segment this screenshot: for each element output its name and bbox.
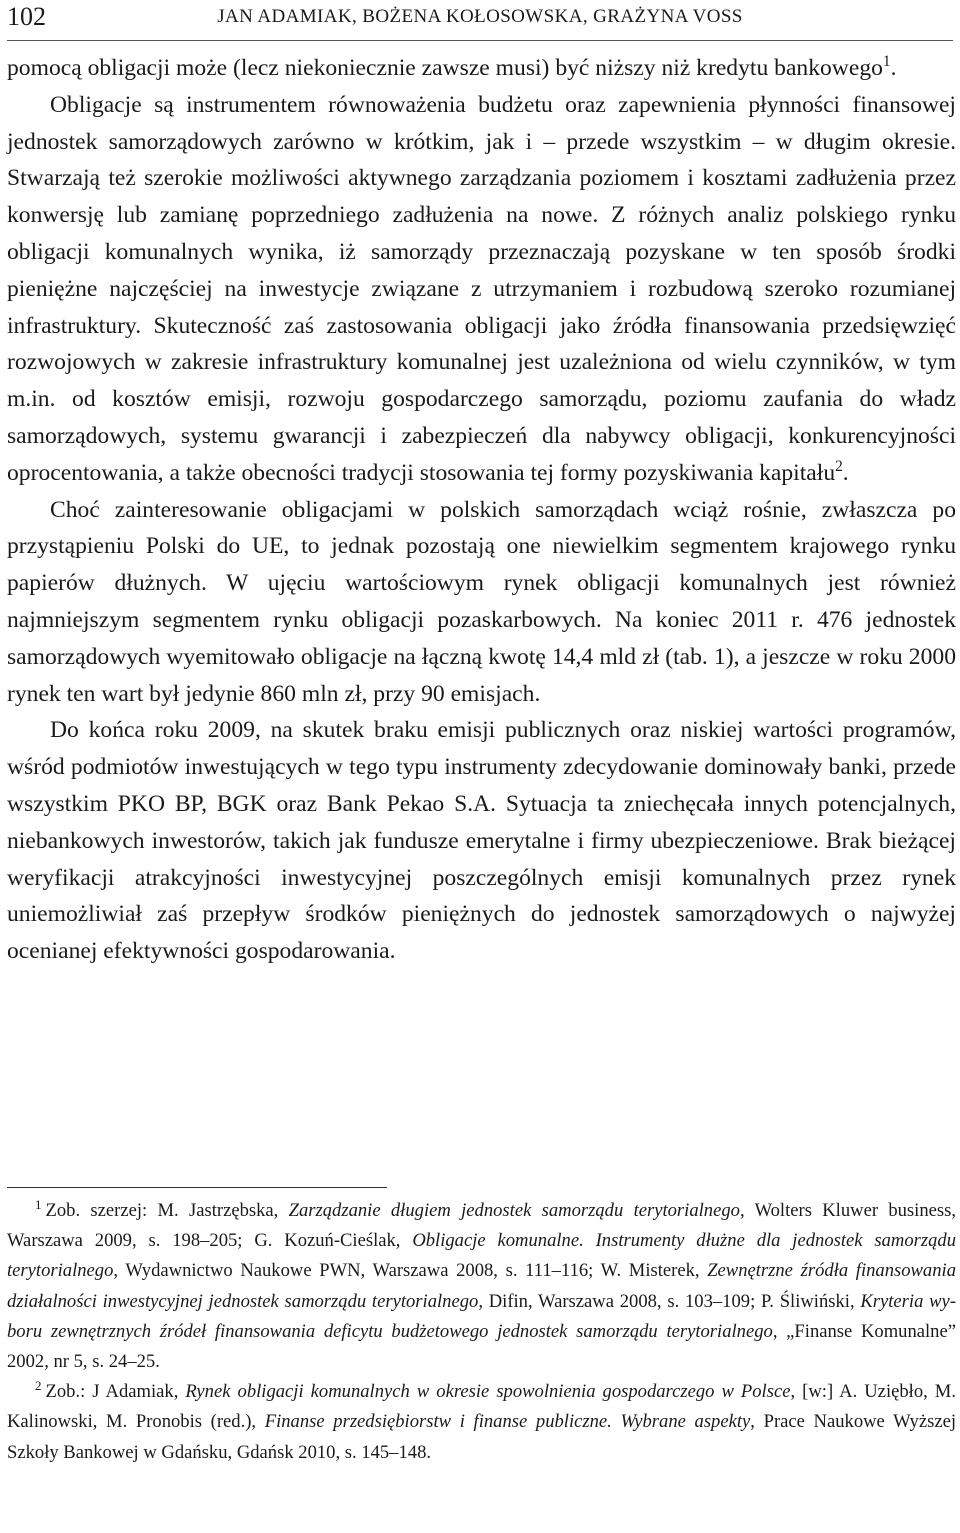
footnote-2 (7, 1377, 956, 1468)
footnote-1-title: Zarządzanie długiem jednostek samorządu terytorialnego (288, 1200, 740, 1221)
header-rule (7, 40, 953, 41)
footnote-1-part: , „Finanse Komunalne” 2002, nr 5, s. 24–25. (7, 1320, 956, 1373)
footnote-2-part: Zob.: J Adamiak, (45, 1381, 186, 1403)
footnote-1-part: Zob. szerzej: M. Jastrzębska, (45, 1200, 289, 1221)
paragraph-1-text: pomocą obligacji może (lecz niekoniecznie zawsze musi) być niższy niż kredytu bankowego (7, 55, 883, 81)
page-number: 102 (7, 2, 46, 31)
footnote-1-title: Zewnętrzne źródła finansowania działalności inwestycyjnej jednostek samorządu terytorialnego (7, 1260, 956, 1312)
footnote-2-title: Finanse przedsiębiorstw i finanse publiczne. Wybrane aspekty (264, 1411, 751, 1433)
footnote-2-part: , [w:] A. Uziębło, M. Kalinowski, M. Pronobis (red.), (7, 1381, 956, 1433)
footnote-2-part: , Prace Naukowe Wyższej Szkoły Bankowej w Gdańsku, Gdańsk 2010, s. 145–148. (7, 1411, 957, 1463)
footnote-ref-2: 2 (835, 457, 843, 475)
paragraph-4: Do końca roku 2009, na skutek braku emisji publicznych oraz niskiej wartości programów, wśród podmiotów inwestujących w tego typu instrumenty zdecydowanie dominowały banki, przede wszystkim PKO BP, BGK oraz Bank Pekao S.A. Sytuacja ta zniechęcała innych potencjalnych, niebankowych inwestorów, takich jak fundusze emerytalne i firmy ubezpieczeniowe. Brak bieżącej weryfikacji atrakcyjności inwestycyjnej poszczególnych emisji komunalnych przez rynek uniemożliwiał zaś przepływ środków pieniężnych do jednostek samorządowych o najwyżej ocenianej efektywności gospodarowania. (7, 717, 956, 965)
footnote-rule (7, 1187, 387, 1188)
footnote-ref-1: 1 (882, 53, 891, 71)
footnote-1-part: , Difin, Warszawa 2008, s. 103–109; P. Śliwiński, (478, 1290, 861, 1312)
footnote-2-number: 2 (35, 1378, 42, 1394)
page-header (7, 2, 953, 32)
footnote-2-title: Rynek obligacji komunalnych w okresie spowolnienia gospodarczego w Polsce (185, 1381, 791, 1403)
footnote-1-part: , Wydawnictwo Naukowe PWN, Warszawa 2008, s. 111–116; W. Misterek, (113, 1260, 708, 1282)
paragraph-2-end: . (842, 459, 849, 486)
paragraph-1 (7, 50, 956, 87)
paragraph-3: Choć zainteresowanie obligacjami w polskich samorządach wciąż rośnie, zwłaszcza po przystąpieniu Polski do UE, to jednak pozostają one niewielkim segmentem krajowego rynku papierów dłużnych. W ujęciu wartościowym rynek obligacji komunalnych jest również najmniejszym segmentem rynku obligacji pozaskarbowych. Na koniec 2011 r. 476 jednostek samorządowych wyemitowało obligacje na łączną kwotę 14,4 mld zł (tab. 1), a jeszcze w roku 2000 rynek ten wart był jedynie 860 mln zł, przy 90 emisjach. (7, 496, 956, 707)
body-text (7, 50, 956, 970)
footnote-1 (7, 1196, 956, 1377)
footnotes (7, 1196, 956, 1468)
footnote-1-title: Obligacje komunalne. Instrumenty dłużne dla jednostek samorządu terytorialnego (7, 1230, 957, 1282)
running-head: JAN ADAMIAK, BOŻENA KOŁOSOWSKA, GRAŻYNA VOSS (217, 6, 743, 27)
paragraph-2-text: Obligacje są instrumentem równoważenia budżetu oraz zapewnienia płynności finansowej jednostek samorządowych zarówno w krótkim, jak i – przede wszystkim – w długim okresie. Stwarzają też szerokie możliwości aktywnego zarządzania poziomem i kosztami zadłużenia przez konwersję lub zamianę poprzedniego zadłużenia na nowe. Z różnych analiz polskiego rynku obligacji komunalnych wynika, iż samorządy przeznaczają pozyskane w ten sposób środki pieniężne najczęściej na inwestycje związane z utrzymaniem i rozbudową szeroko rozumianej infrastruktury. Skuteczność zaś zastosowania obligacji jako źródła finansowania przedsięwzięć rozwojowych w zakresie infrastruktury komunalnej jest uzależniona od wielu czynników, w tym m.in. od kosztów emisji, rozwoju gospodarczego samorządu, poziomu zaufania do władz samorządowych, systemu gwarancji i zabezpieczeń dla nabywcy obligacji, konkurencyjności oprocentowania, a także obecności tradycji stosowania tej formy pozyskiwania kapitału (7, 91, 956, 486)
paragraph-1-end: . (890, 55, 897, 81)
footnote-1-number: 1 (35, 1196, 42, 1212)
footnote-1-title: Kryteria wyboru zewnętrznych źródeł finansowania deficytu budżetowego jednostek samorządu terytorialnego (7, 1290, 957, 1342)
paragraph-2 (7, 87, 956, 492)
footnote-1-part: , Wolters Kluwer business, Warszawa 2009, s. 198–205; G. Kozuń-Cieślak, (7, 1200, 956, 1252)
